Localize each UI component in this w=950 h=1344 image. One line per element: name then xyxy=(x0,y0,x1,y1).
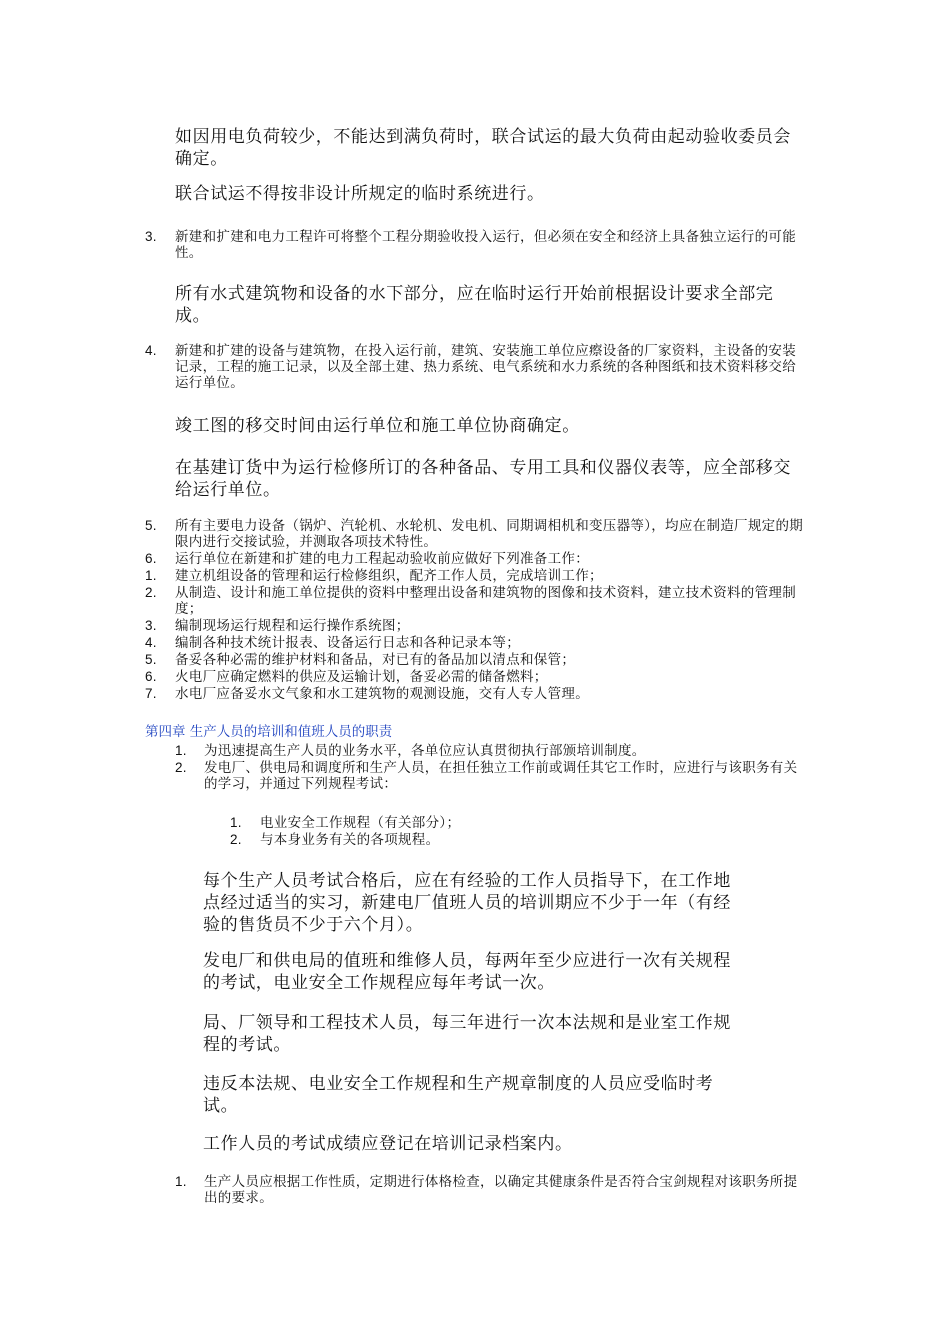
list-number: 3. xyxy=(145,229,157,244)
paragraph: 违反本法规、电业安全工作规程和生产规章制度的人员应受临时考试。 xyxy=(203,1074,714,1116)
list-number: 6. xyxy=(145,551,157,566)
paragraph: 发电厂和供电局的值班和维修人员，每两年至少应进行一次有关规程的考试，电业安全工作规程应每年考试一次。 xyxy=(203,951,731,993)
chapter-heading: 第四章 生产人员的培训和值班人员的职责 xyxy=(145,724,393,740)
paragraph: 每个生产人员考试合格后，应在有经验的工作人员指导下，在工作地点经过适当的实习，新建电厂值班人员的培训期应不少于一年（有经验的售货员不少于六个月）。 xyxy=(203,871,731,935)
list-item: 发电厂、供电局和调度所和生产人员，在担任独立工作前或调任其它工作时，应进行与该职务有关的学习，并通过下列规程考试： xyxy=(204,760,798,792)
list-item: 建立机组设备的管理和运行检修组织，配齐工作人员，完成培训工作； xyxy=(175,568,603,584)
paragraph: 在基建订货中为运行检修所订的各种备品、专用工具和仪器仪表等，应全部移交给运行单位。 xyxy=(175,458,791,500)
paragraph: 局、厂领导和工程技术人员，每三年进行一次本法规和是业室工作规程的考试。 xyxy=(203,1013,731,1055)
list-number: 5. xyxy=(145,518,157,533)
list-number: 2. xyxy=(230,832,242,847)
list-item: 水电厂应备妥水文气象和水工建筑物的观测设施，交有人专人管理。 xyxy=(175,686,589,702)
list-number: 1. xyxy=(230,815,242,830)
paragraph: 所有水式建筑物和设备的水下部分，应在临时运行开始前根据设计要求全部完成。 xyxy=(175,284,774,326)
list-item: 与本身业务有关的各项规程。 xyxy=(260,832,440,848)
list-item: 所有主要电力设备（锅炉、汽轮机、水轮机、发电机、同期调相机和变压器等），均应在制造厂规定的期限内进行交接试验，并测取各项技术特性。 xyxy=(175,518,804,550)
paragraph: 工作人员的考试成绩应登记在培训记录档案内。 xyxy=(203,1134,573,1154)
list-item: 编制现场运行规程和运行操作系统图； xyxy=(175,618,410,634)
paragraph: 如因用电负荷较少，不能达到满负荷时，联合试运的最大负荷由起动验收委员会确定。 xyxy=(175,127,791,169)
list-number: 1. xyxy=(175,1174,187,1189)
list-number: 3. xyxy=(145,618,157,633)
list-item: 电业安全工作规程（有关部分）； xyxy=(260,815,461,831)
list-item: 新建和扩建和电力工程许可将整个工程分期验收投入运行，但必须在安全和经济上具备独立运行的可能性。 xyxy=(175,229,796,261)
list-item: 运行单位在新建和扩建的电力工程起动验收前应做好下列准备工作： xyxy=(175,551,589,567)
list-number: 1. xyxy=(145,568,157,583)
list-item: 生产人员应根据工作性质，定期进行体格检查，以确定其健康条件是否符合宝剑规程对该职务所提出的要求。 xyxy=(204,1174,798,1206)
list-item: 新建和扩建的设备与建筑物，在投入运行前，建筑、安装施工单位应瘵设备的厂家资料，主设备的安装记录，工程的施工记录，以及全部土建、热力系统、电气系统和水力系统的各种图纸和技术资料移交给运行单位。 xyxy=(175,343,796,391)
list-number: 4. xyxy=(145,343,157,358)
list-item: 为迅速提高生产人员的业务水平，各单位应认真贯彻执行部颁培训制度。 xyxy=(204,743,646,759)
paragraph: 联合试运不得按非设计所规定的临时系统进行。 xyxy=(175,184,545,204)
list-number: 7. xyxy=(145,686,157,701)
list-number: 6. xyxy=(145,669,157,684)
paragraph: 竣工图的移交时间由运行单位和施工单位协商确定。 xyxy=(175,416,580,436)
list-item: 备妥各种必需的维护材料和备品，对已有的备品加以清点和保管； xyxy=(175,652,576,668)
list-number: 2. xyxy=(145,585,157,600)
list-item: 火电厂应确定燃料的供应及运输计划，备妥必需的储备燃料； xyxy=(175,669,548,685)
list-number: 4. xyxy=(145,635,157,650)
list-item: 从制造、设计和施工单位提供的资料中整理出设备和建筑物的图像和技术资料，建立技术资料的管理制度； xyxy=(175,585,796,617)
list-number: 1. xyxy=(175,743,187,758)
list-number: 5. xyxy=(145,652,157,667)
list-item: 编制各种技术统计报表、设备运行日志和各种记录本等； xyxy=(175,635,520,651)
list-number: 2. xyxy=(175,760,187,775)
